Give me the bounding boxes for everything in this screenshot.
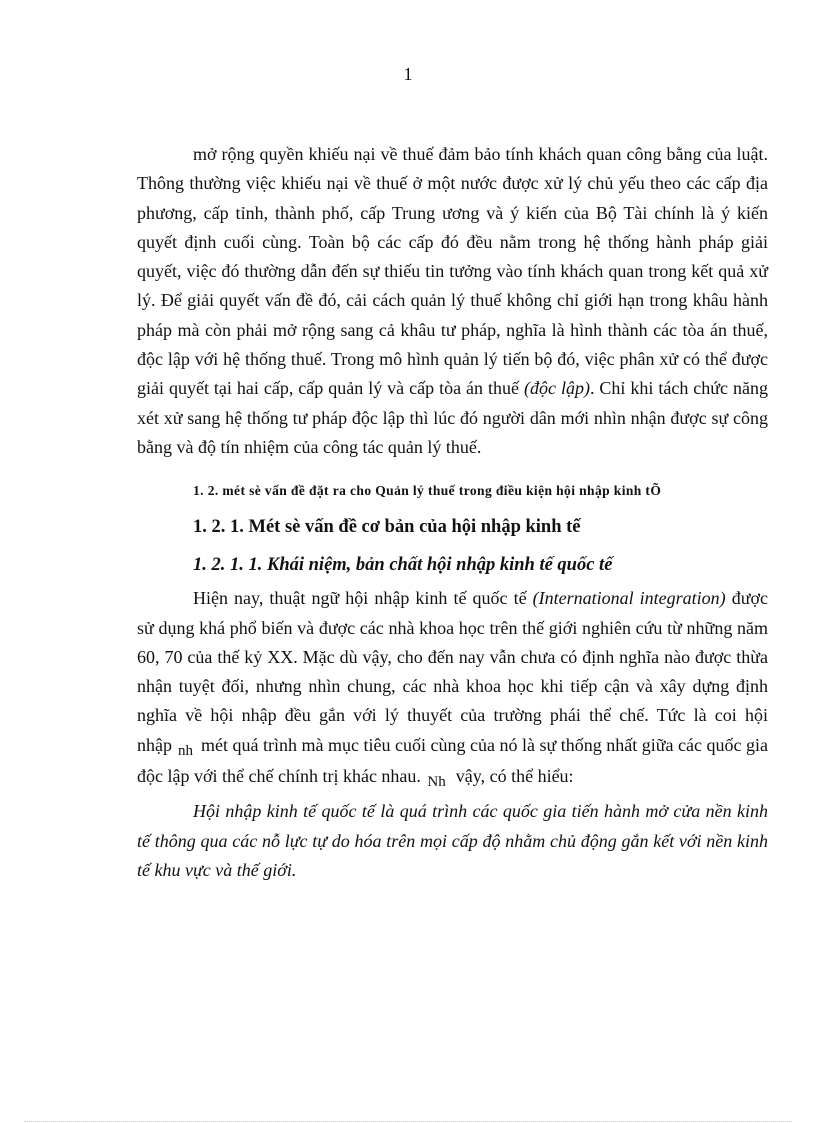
lowered-fragment: Nh [427,774,446,791]
paragraph-text-end: vậy, có thể hiểu: [455,766,574,787]
paragraph-tax-complaints [137,140,768,462]
paragraph-text: Hiện nay, thuật ngữ hội nhập kinh tế quốc tế [193,588,527,609]
section-heading-1-2: 1. 2. mét sè vấn đề đặt ra cho Quản lý thuế trong điều kiện hội nhập kinh tÕ [193,483,662,499]
paragraph-italic-text: (International integration) [532,588,726,609]
paragraph-text: mở rộng quyền khiếu nại về thuế đảm bảo tính khách quan công bằng của luật. Thông thường việc khiếu nại về thuế ở một nước được xử lý chủ yếu theo các cấp địa phương, cấp tỉnh, thành phố, cấp Trung ương và ý kiến của Bộ Tài chính là ý kiến quyết định cuối cùng. Toàn bộ các cấp đó đều nằm trong hệ thống hành pháp giải quyết, việc đó thường dẫn đến sự thiếu tin tưởng vào tính khách quan trong kết quả xử lý. Để giải quyết vấn đề đó, cải cách quản lý thuế không chỉ giới hạn trong khâu hành pháp mà còn phải mở rộng sang cả khâu tư pháp, nghĩa là hình thành các tòa án thuế, độc lập với hệ thống thuế. Trong mô hình quản lý tiến bộ đó, việc phân xử có thể được giải quyết tại hai cấp, cấp quản lý và cấp tòa án thuế [137,144,768,399]
lowered-fragment: nh [178,742,193,759]
paragraph-text-mid2: mét quá trình mà mục tiêu cuối cùng của nó là sự thống nhất giữa các quốc gia độc lập với thể chế chính trị khác nhau. [137,734,768,787]
page-number: 1 [403,64,413,84]
heading-1-2-1-1: 1. 2. 1. 1. Khái niệm, bản chất hội nhập kinh tế quốc tế [193,555,613,576]
definition-quote: Hội nhập kinh tế quốc tế là quá trình các quốc gia tiến hành mở cửa nền kinh tế thông qua các nỗ lực tự do hóa trên mọi cấp độ nhằm chủ động gắn kết với nền kinh tế khu vực và thế giới. [137,801,768,880]
paragraph-text-end: . Chỉ khi tách chức năng xét xử sang hệ thống tư pháp độc lập thì lúc đó người dân mới nhìn nhận được sự công bằng và độ tín nhiệm của công tác quản lý thuế. [137,378,769,457]
document-body [137,140,768,885]
paragraph-text-mid: được sử dụng khá phổ biến và được các nhà khoa học trên thế giới nghiên cứu từ những năm 60, 70 của thế kỷ XX. Mặc dù vậy, cho đến nay vẫn chưa có định nghĩa nào được thừa nhận tuyệt đối, nhưng nhìn chung, các nhà khoa học khi tiếp cận và xây dựng định nghĩa về hội nhập đều gắn với lý thuyết của trường phái thể chế. Tức là coi hội nhập [137,588,768,755]
heading-1-2-1: 1. 2. 1. Mét sè vấn đề cơ bản của hội nhập kinh tế [193,517,581,538]
paragraph-italic-text: (độc lập) [523,378,590,399]
page-bottom-rule [24,1121,792,1122]
paragraph-integration-definition [137,584,768,793]
